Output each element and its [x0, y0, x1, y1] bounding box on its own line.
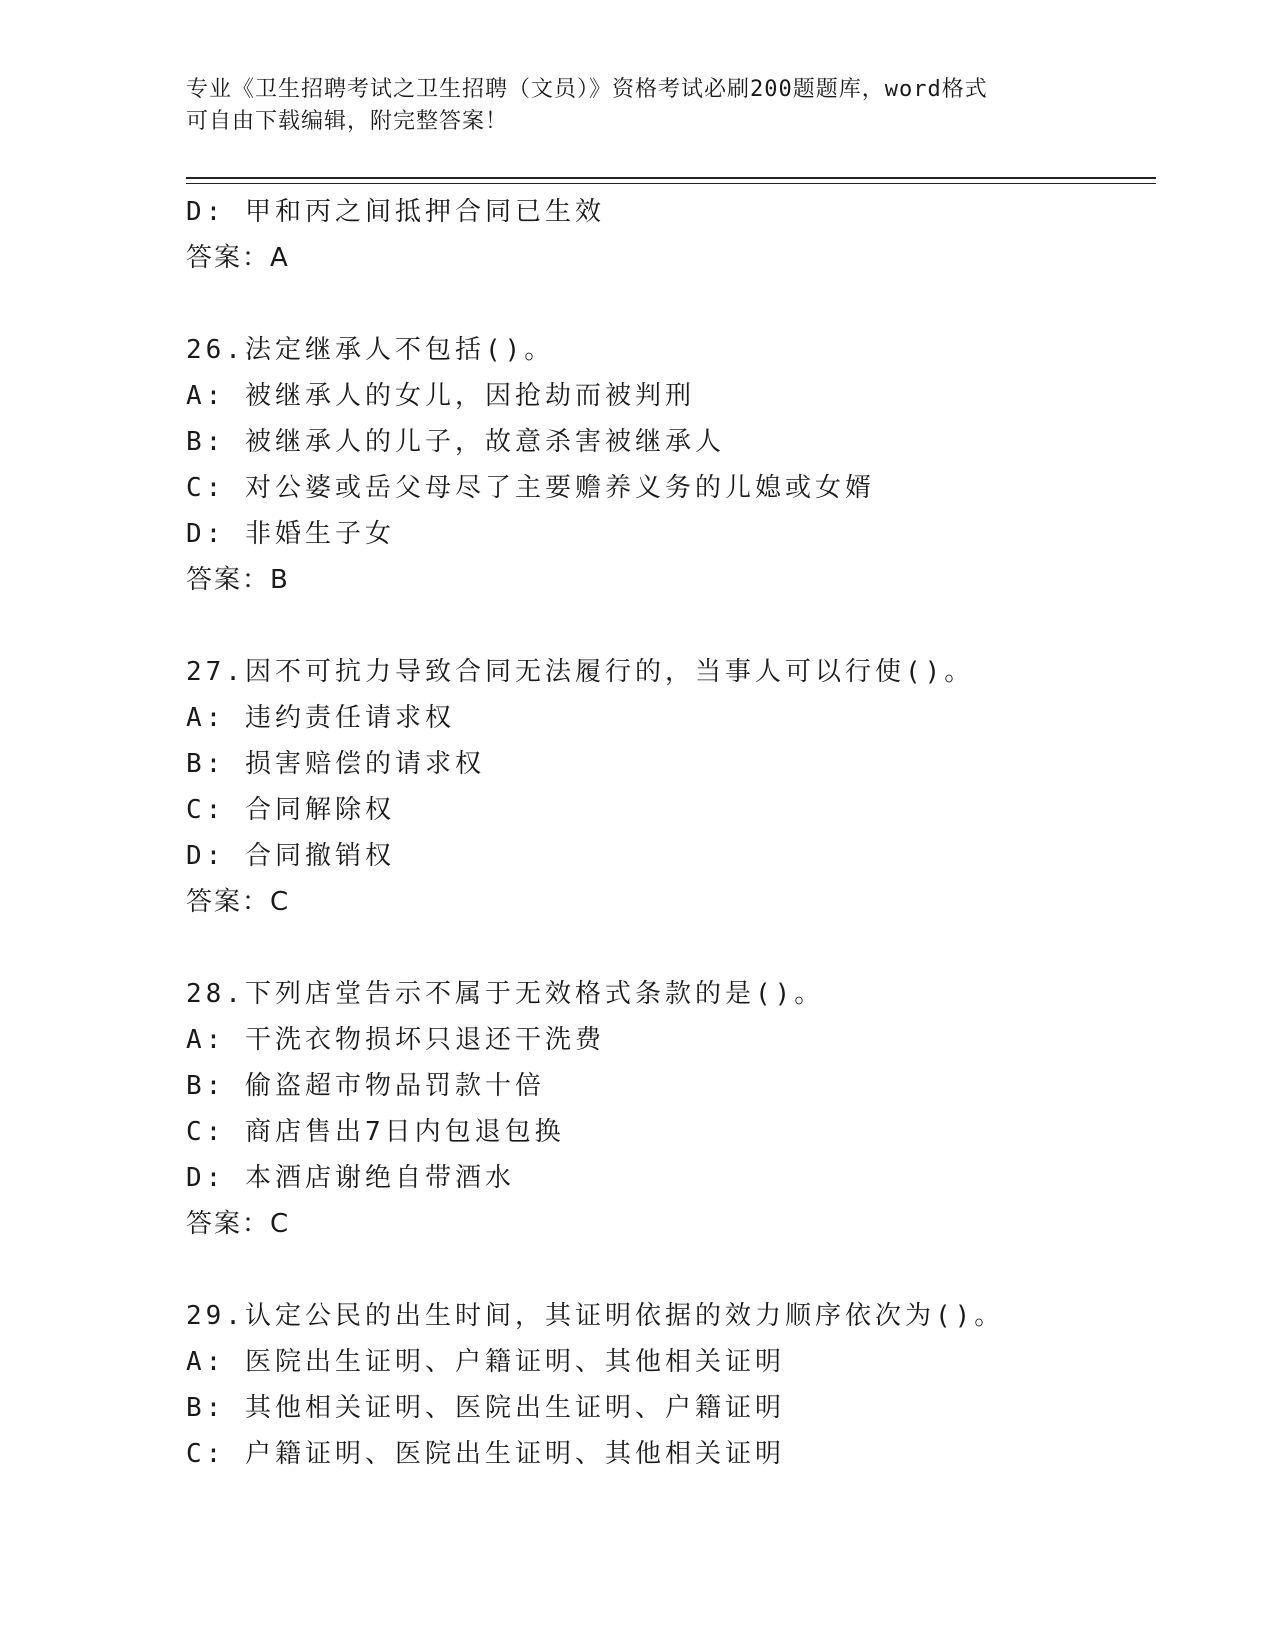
option-a: A: 医院出生证明、户籍证明、其他相关证明	[186, 1347, 785, 1377]
option-c: C: 合同解除权	[186, 795, 395, 825]
option-d: D: 甲和丙之间抵押合同已生效	[186, 197, 605, 227]
option-b: B: 被继承人的儿子，故意杀害被继承人	[186, 427, 725, 457]
question-stem: 27.因不可抗力导致合同无法履行的，当事人可以行使()。	[186, 657, 975, 687]
spacer	[186, 1247, 1146, 1293]
option-a: A: 违约责任请求权	[186, 703, 455, 733]
question-stem: 28.下列店堂告示不属于无效格式条款的是()。	[186, 979, 825, 1009]
answer-line: 答案：B	[186, 565, 290, 595]
option-c: C: 户籍证明、医院出生证明、其他相关证明	[186, 1439, 785, 1469]
option-d: D: 非婚生子女	[186, 519, 395, 549]
spacer	[186, 925, 1146, 971]
option-b: B: 其他相关证明、医院出生证明、户籍证明	[186, 1393, 785, 1423]
question-list	[186, 189, 1146, 1477]
document-header	[186, 74, 1066, 138]
option-d: D: 本酒店谢绝自带酒水	[186, 1163, 515, 1193]
option-a: A: 被继承人的女儿，因抢劫而被判刑	[186, 381, 695, 411]
option-c: C: 对公婆或岳父母尽了主要赡养义务的儿媳或女婿	[186, 473, 875, 503]
option-a: A: 干洗衣物损坏只退还干洗费	[186, 1025, 605, 1055]
option-b: B: 损害赔偿的请求权	[186, 749, 485, 779]
spacer	[186, 281, 1146, 327]
header-line-2: 可自由下载编辑，附完整答案！	[186, 109, 509, 134]
question-stem: 26.法定继承人不包括()。	[186, 335, 555, 365]
answer-line: 答案：A	[186, 243, 290, 273]
question-27	[186, 649, 1146, 925]
option-c: C: 商店售出7日内包退包换	[186, 1117, 565, 1147]
header-line-1: 专业《卫生招聘考试之卫生招聘（文员）》资格考试必刷200题题库，word格式	[186, 77, 988, 102]
answer-line: 答案：C	[186, 1209, 291, 1239]
header-rule-thick	[186, 177, 1156, 179]
question-stem: 29.认定公民的出生时间，其证明依据的效力顺序依次为()。	[186, 1301, 1005, 1331]
spacer	[186, 603, 1146, 649]
question-29	[186, 1293, 1146, 1477]
option-d: D: 合同撤销权	[186, 841, 395, 871]
option-b: B: 偷盗超市物品罚款十倍	[186, 1071, 545, 1101]
question-28	[186, 971, 1146, 1247]
header-rule-thin	[186, 183, 1156, 184]
answer-line: 答案：C	[186, 887, 291, 917]
question-26	[186, 327, 1146, 603]
